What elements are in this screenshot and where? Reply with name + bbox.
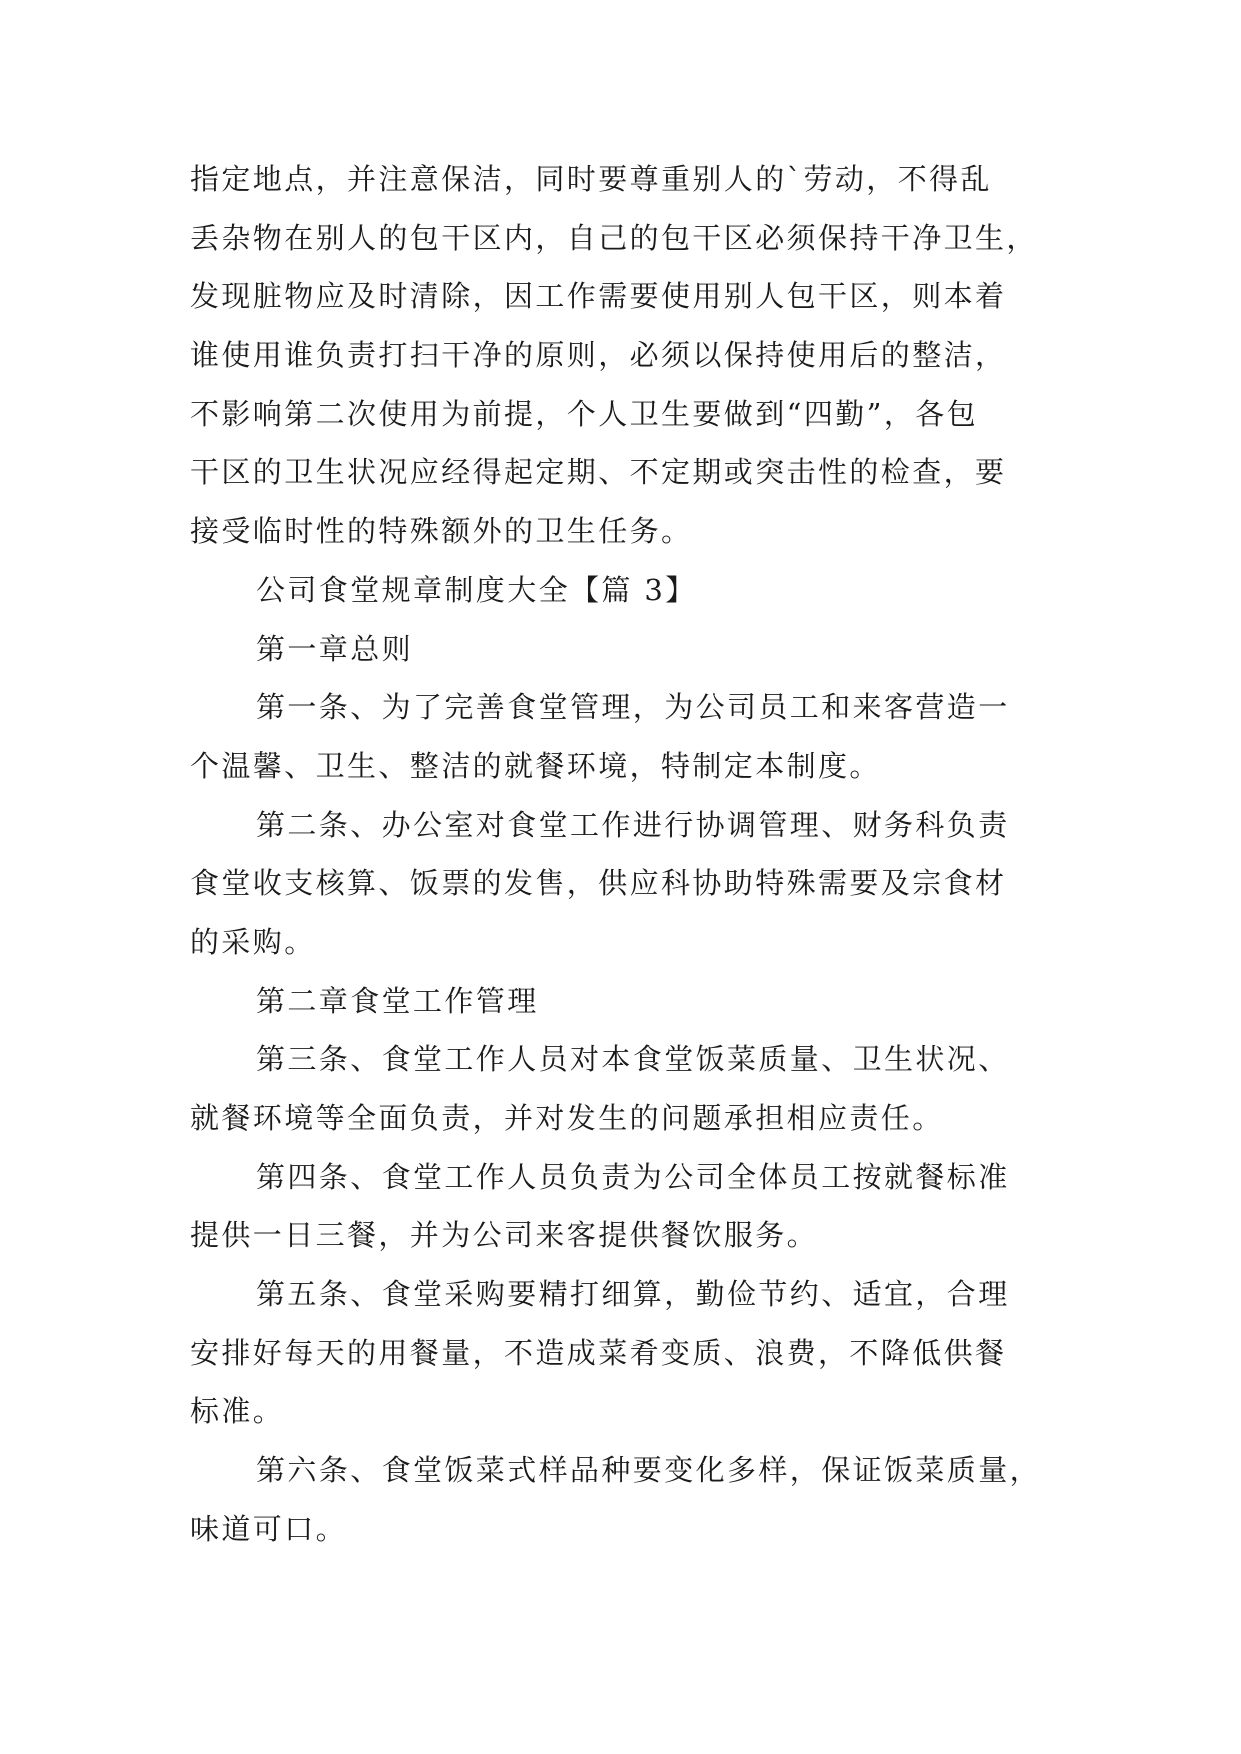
text-line: 个温馨、卫生、整洁的就餐环境，特制定本制度。 bbox=[190, 748, 881, 783]
article-line: 第二条、办公室对食堂工作进行协调管理、财务科负责 bbox=[256, 807, 1010, 842]
text-line: 标准。 bbox=[190, 1394, 285, 1429]
text-line: 发现脏物应及时清除，因工作需要使用别人包干区，则本着 bbox=[190, 279, 1007, 314]
article-line: 第五条、食堂采购要精打细算，勤俭节约、适宜，合理 bbox=[256, 1277, 1010, 1312]
section-title: 公司食堂规章制度大全【篇 3】 bbox=[256, 572, 697, 607]
article-line: 第四条、食堂工作人员负责为公司全体员工按就餐标准 bbox=[256, 1159, 1010, 1194]
document-body bbox=[190, 159, 1070, 1568]
text-line: 丢杂物在别人的包干区内，自己的包干区必须保持干净卫生， bbox=[190, 220, 1038, 255]
text-line: 食堂收支核算、饭票的发售，供应科协助特殊需要及宗食材 bbox=[190, 866, 1007, 901]
text-line: 就餐环境等全面负责，并对发生的问题承担相应责任。 bbox=[190, 1101, 944, 1135]
text-line: 指定地点，并注意保洁，同时要尊重别人的`劳动，不得乱 bbox=[190, 162, 992, 196]
text-line: 不影响第二次使用为前提，个人卫生要做到“四勤”，各包 bbox=[190, 396, 979, 431]
article-line: 第三条、食堂工作人员对本食堂饭菜质量、卫生状况、 bbox=[256, 1042, 1010, 1077]
text-line: 谁使用谁负责打扫干净的原则，必须以保持使用后的整洁， bbox=[190, 338, 1007, 373]
article-line: 第一条、为了完善食堂管理，为公司员工和来客营造一 bbox=[256, 690, 1010, 725]
article-line: 第六条、食堂饭菜式样品种要变化多样，保证饭菜质量， bbox=[256, 1453, 1042, 1488]
text-line: 干区的卫生状况应经得起定期、不定期或突击性的检查，要 bbox=[190, 455, 1007, 490]
text-line: 安排好每天的用餐量，不造成菜肴变质、浪费，不降低供餐 bbox=[190, 1335, 1007, 1370]
text-line: 的采购。 bbox=[190, 924, 316, 959]
chapter-heading: 第二章食堂工作管理 bbox=[256, 983, 539, 1018]
text-line: 提供一日三餐，并为公司来客提供餐饮服务。 bbox=[190, 1218, 819, 1253]
text-line: 味道可口。 bbox=[190, 1511, 348, 1546]
text-line: 接受临时性的特殊额外的卫生任务。 bbox=[190, 514, 693, 549]
chapter-heading: 第一章总则 bbox=[256, 631, 414, 666]
